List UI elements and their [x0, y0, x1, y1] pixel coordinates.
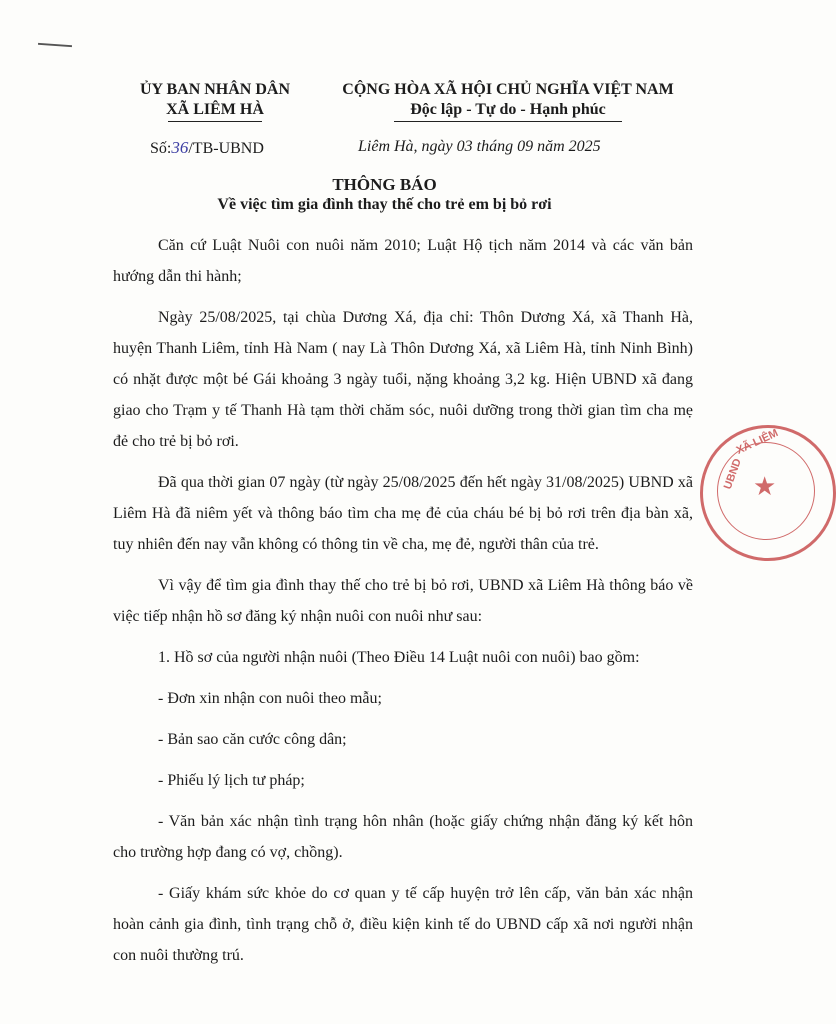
star-emblem-icon: ★ — [753, 472, 777, 501]
issuing-agency — [120, 80, 310, 120]
document-number — [150, 138, 264, 158]
number-suffix: /TB-UBND — [188, 140, 264, 157]
pen-mark — [38, 43, 72, 47]
document-body — [113, 230, 693, 981]
document-subtitle: Về việc tìm gia đình thay thế cho trẻ em bị bỏ rơi — [217, 196, 552, 213]
agency-line-2: XÃ LIÊM HÀ — [166, 101, 264, 118]
list-item-criminal-record: - Phiếu lý lịch tư pháp; — [158, 772, 305, 789]
list-item-application: - Đơn xin nhận con nuôi theo mẫu; — [158, 690, 382, 707]
paragraph-search-period: Đã qua thời gian 07 ngày (từ ngày 25/08/2025 đến hết ngày 31/08/2025) UBND xã Liêm Hà đã niêm yết và thông báo tìm cha mẹ đẻ của cháu bé bị bỏ rơi trên địa bàn xã, tuy nhiên đến nay vẫn không có thông tin về cha, mẹ đẻ, người thân của trẻ. — [113, 474, 693, 553]
list-item-marital-status: - Văn bản xác nhận tình trạng hôn nhân (hoặc giấy chứng nhận đăng ký kết hôn cho trường hợp đang có vợ, chồng). — [113, 813, 693, 861]
handwritten-number: 36 — [171, 138, 189, 157]
paragraph-found-child: Ngày 25/08/2025, tại chùa Dương Xá, địa chỉ: Thôn Dương Xá, xã Thanh Hà, huyện Thanh Liêm, tỉnh Hà Nam ( nay Là Thôn Dương Xá, xã Liêm Hà, tỉnh Ninh Bình) có nhặt được một bé Gái khoảng 3 ngày tuổi, nặng khoảng 3,2 kg. Hiện UBND xã đang giao cho Trạm y tế Thanh Hà tạm thời chăm sóc, nuôi dưỡng trong thời gian tìm cha mẹ đẻ cho trẻ bị bỏ rơi. — [113, 309, 693, 450]
paragraph-dossier-heading: 1. Hồ sơ của người nhận nuôi (Theo Điều 14 Luật nuôi con nuôi) bao gồm: — [158, 649, 640, 666]
document-title: THÔNG BÁO — [332, 175, 437, 194]
agency-underline — [168, 121, 262, 122]
list-item-id-copy: - Bản sao căn cước công dân; — [158, 731, 347, 748]
national-heading — [318, 80, 698, 120]
number-prefix: Số: — [150, 140, 172, 157]
motto-underline — [394, 121, 622, 122]
date-line: Liêm Hà, ngày 03 tháng 09 năm 2025 — [358, 138, 601, 155]
list-item-health-certificate: - Giấy khám sức khỏe do cơ quan y tế cấp huyện trở lên cấp, văn bản xác nhận hoàn cảnh gia đình, tình trạng chỗ ở, điều kiện kinh tế do UBND cấp xã nơi người nhận con nuôi thường trú. — [113, 885, 693, 964]
national-motto: Độc lập - Tự do - Hạnh phúc — [410, 101, 606, 118]
agency-line-1: ỦY BAN NHÂN DÂN — [139, 81, 291, 98]
seal-text: UBND — [721, 457, 744, 491]
national-title: CỘNG HÒA XÃ HỘI CHỦ NGHĨA VIỆT NAM — [342, 81, 674, 98]
official-seal — [700, 425, 836, 561]
paragraph-legal-basis: Căn cứ Luật Nuôi con nuôi năm 2010; Luật Hộ tịch năm 2014 và các văn bản hướng dẫn thi hành; — [113, 237, 693, 285]
seal-text-2: XÃ LIÊM — [734, 427, 781, 457]
paragraph-announcement: Vì vậy để tìm gia đình thay thế cho trẻ bị bỏ rơi, UBND xã Liêm Hà thông báo về việc tiếp nhận hồ sơ đăng ký nhận nuôi con nuôi như sau: — [113, 577, 693, 625]
